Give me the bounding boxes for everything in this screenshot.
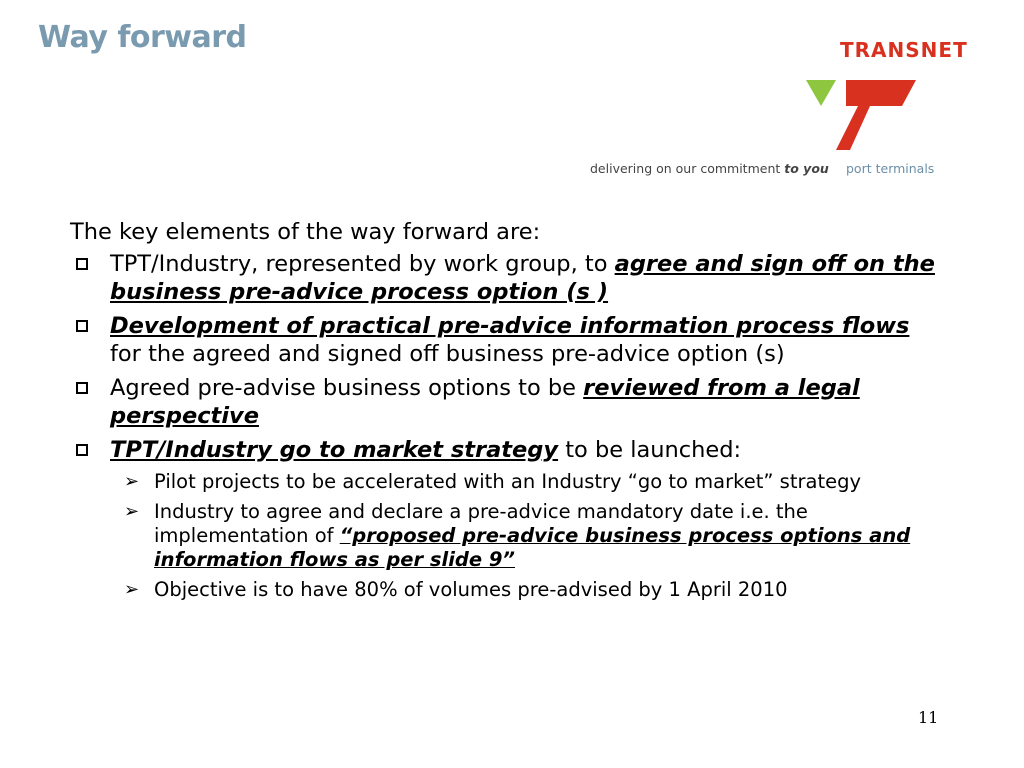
arrow-bullet-icon: ➢ [124,579,140,600]
sub-bullet-text: Objective is to have 80% of volumes pre-advised by 1 April 2010 [154,578,788,601]
page-number: 11 [918,708,939,727]
arrow-bullet-icon: ➢ [124,501,140,522]
sub-bullet-text: Industry to agree and declare a pre-advice mandatory date i.e. the implementation of [154,500,808,547]
bullet-item [70,312,940,368]
bullet-emphasis: TPT/Industry go to market strategy [110,437,559,463]
checkbox-bullet-icon [76,382,88,394]
tagline [590,161,829,176]
bullet-item [70,250,940,306]
checkbox-bullet-icon [76,320,88,332]
bullet-emphasis: Development of practical pre-advice information process flows [110,313,910,339]
checkbox-bullet-icon [76,444,88,456]
sub-bullet-emphasis: “proposed pre-advice business process options and information flows as per slide 9” [154,524,911,571]
tagline-prefix: delivering on our commitment [590,161,785,176]
bullet-text: to be launched: [558,437,742,463]
sub-bullet-item [70,578,940,602]
tagline-emphasis: to you [784,161,829,176]
intro-text: The key elements of the way forward are: [70,219,541,245]
slide-title: Way forward [38,20,247,55]
bullet-emphasis: agree and sign off on the business pre-advice process option (s ) [110,251,935,305]
arrow-bullet-icon: ➢ [124,471,140,492]
bullet-item [70,374,940,430]
bullet-text: Agreed pre-advise business options to be [110,375,584,401]
transnet-wordmark: TRANSNET [840,38,968,62]
bullet-item [70,436,940,464]
sub-bullet-text: Pilot projects to be accelerated with an Industry “go to market” strategy [154,470,862,493]
sub-bullet-item [70,470,940,494]
sub-bullet-item [70,500,940,572]
division-label: port terminals [846,161,935,176]
bullet-emphasis: reviewed from a legal perspective [110,375,860,429]
checkbox-bullet-icon [76,258,88,270]
bullet-text: for the agreed and signed off business pre-advice option (s) [110,341,785,367]
slide-body [70,218,940,608]
bullet-text: TPT/Industry, represented by work group, to [110,251,615,277]
transnet-logo-icon [806,80,918,152]
